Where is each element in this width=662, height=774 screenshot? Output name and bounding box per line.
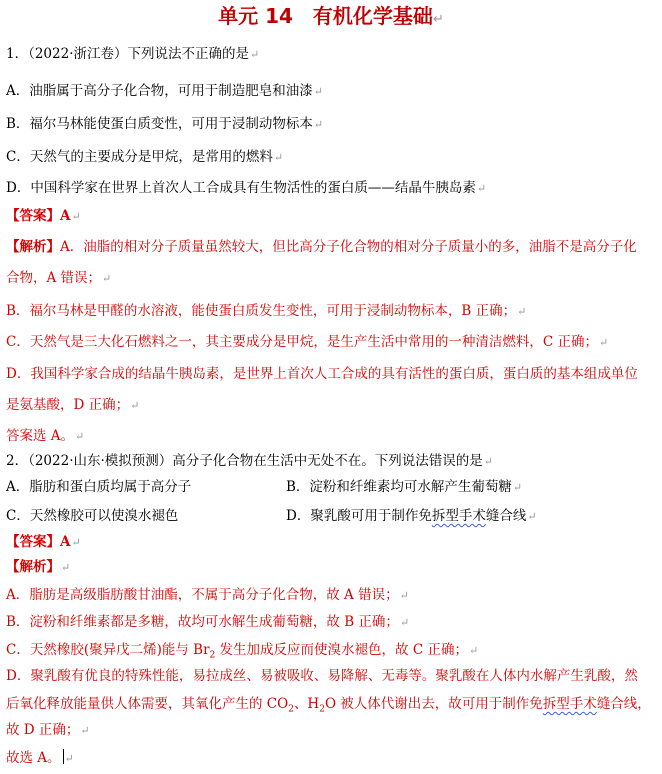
q2-stem: 2．（2022·山东·模拟预测）高分子化合物在生活中无处不在。下列说法错误的是↵ [6, 453, 493, 469]
q1-analysis-d-cont: 是氨基酸，D 正确；↵ [6, 397, 140, 413]
q1-answer: 【答案】A↵ [6, 208, 81, 224]
q2-analysis-d-cont: 后氧化释放能量供人体需要，其氧化产生的 $CO_2$、$H_2O$ 被人体代谢出去，故可用于制作免拆型手术缝合线， [6, 696, 651, 715]
spellcheck-underline: 拆型手术 [431, 508, 486, 524]
q1-analysis-d: D．我国科学家合成的结晶牛胰岛素，是世界上首次人工合成的具有活性的蛋白质，蛋白质的基本组成单位 [6, 366, 638, 382]
q2-option-b: B．淀粉和纤维素均可水解产生葡萄糖↵ [286, 479, 523, 495]
q2-analysis-d-end: 故 D 正确；↵ [6, 722, 90, 738]
unit-title-text: 单元 14 有机化学基础 [218, 4, 433, 28]
text-cursor [63, 749, 64, 764]
q2-option-d: D．聚乳酸可用于制作免拆型手术缝合线↵ [286, 508, 537, 524]
q2-analysis-b: B．淀粉和纤维素都是多糖，故均可水解生成葡萄糖，故 B 正确；↵ [6, 614, 410, 630]
q1-option-a: A．油脂属于高分子化合物，可用于制造肥皂和油漆↵ [6, 83, 323, 99]
q2-option-a: A．脂肪和蛋白质均属于高分子 [6, 479, 192, 495]
q2-analysis-d: D．聚乳酸有优良的特殊性能，易拉成丝、易被吸收、易降解、无毒等。聚乳酸在人体内水解产生乳酸，然 [6, 668, 638, 684]
q1-option-b: B．福尔马林能使蛋白质变性，可用于浸制动物标本↵ [6, 116, 324, 132]
q2-analysis-a: A．脂肪是高级脂肪酸甘油酯，不属于高分子化合物，故 A 错误；↵ [6, 587, 409, 603]
q1-conclusion: 答案选 A。↵ [6, 428, 85, 444]
q1-option-c: C．天然气的主要成分是甲烷，是常用的燃料↵ [6, 149, 284, 165]
unit-title [0, 2, 662, 34]
q1-analysis-b: B．福尔马林是甲醛的水溶液，能使蛋白质发生变性，可用于浸制动物标本，B 正确；↵ [6, 303, 527, 319]
q1-stem: 1．（2022·浙江卷）下列说法不正确的是↵ [6, 46, 260, 62]
q1-analysis-a: 【解析】A．油脂的相对分子质量虽然较大，但比高分子化合物的相对分子质量小的多，油脂不是高分子化 [6, 239, 637, 255]
q2-answer: 【答案】A↵ [6, 534, 81, 550]
q1-option-d: D．中国科学家在世界上首次人工合成具有生物活性的蛋白质——结晶牛胰岛素↵ [6, 180, 487, 196]
q2-analysis-tag: 【解析】↵ [6, 559, 71, 575]
spellcheck-underline: 拆型手术 [542, 696, 597, 712]
q2-option-c: C．天然橡胶可以使溴水褪色 [6, 508, 179, 524]
q2-analysis-c: C．天然橡胶(聚异戊二烯)能与 $Br_2$ 发生加成反应而使溴水褪色，故 C 正确；↵ [6, 642, 479, 661]
q1-analysis-a-cont: 合物，A 错误；↵ [6, 270, 112, 286]
paragraph-mark: ↵ [432, 12, 444, 27]
q2-conclusion: 故选 A。 ↵ [6, 750, 74, 766]
q1-analysis-c: C．天然气是三大化石燃料之一，其主要成分是甲烷，是生产生活中常用的一种清洁燃料，C 正确；↵ [6, 334, 609, 350]
